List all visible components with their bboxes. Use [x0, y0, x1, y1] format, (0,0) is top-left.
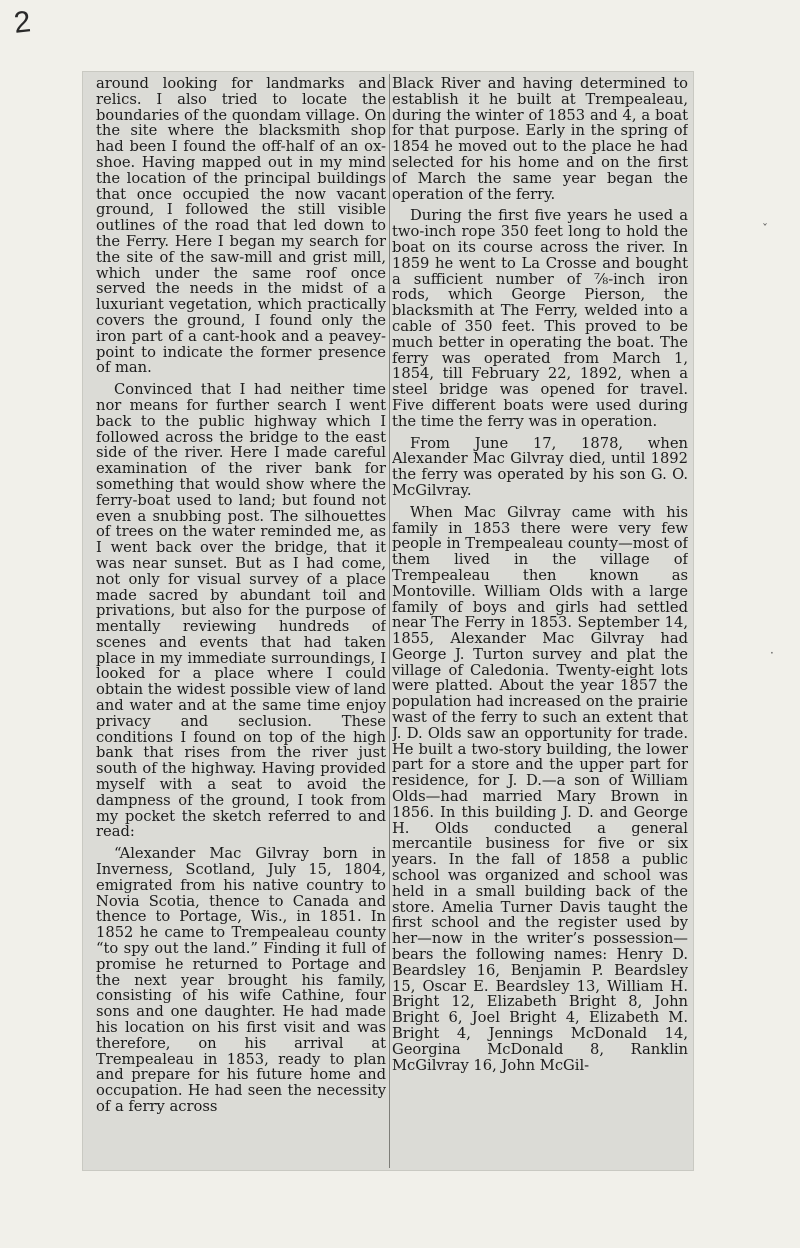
scan-speck-mark: ˇ [762, 222, 768, 236]
article-column-right [392, 76, 688, 1166]
paragraph: When Mac Gilvray came with his family in 1853 there were very few people in Trempealeau county—most of them lived in the village of Trempealeau then known as Montoville. William Olds with a large family of boys and girls had settled near The Ferry in 1853. September 14, 1855, Alexander Mac Gilvray had George J. Turton survey and plat the village of Caledonia. Twenty-eight lots were platted. About the year 1857 the population had increased on the prairie wast of the ferry to such an extent that J. D. Olds saw an opportunity for trade. He built a two-story building, the lower part for a store and the upper part for residence, for J. D.—a son of William Olds—had married Mary Brown in 1856. In this building J. D. and George H. Olds conducted a general mercantile business for five or six years. In the fall of 1858 a public school was organized and school was held in a small building back of the store. Amelia Turner Davis taught the first school and the register used by her—now in the writer’s possession—bears the following names: Henry D. Beardsley 16, Benjamin P. Beardsley 15, Oscar E. Beardsley 13, William H. Bright 12, Elizabeth Bright 8, John Bright 6, Joel Bright 4, Elizabeth M. Bright 4, Jennings McDonald 14, Georgina McDonald 8, Ranklin McGilvray 16, John McGil- [392, 503, 688, 1074]
paragraph: Black River and having determined to establish it he built at Trempealeau, during the winter of 1853 and 4, a boat for that purpose. Early in the spring of 1854 he moved out to the place he had selected for his home and on the first of March the same year began the operation of the ferry. [392, 76, 688, 203]
page-number: 2 [12, 5, 33, 40]
paragraph: From June 17, 1878, when Alexander Mac Gilvray died, until 1892 the ferry was operated by his son G. O. McGilvray. [392, 434, 688, 499]
article-column-left [96, 76, 386, 1166]
paragraph: During the first five years he used a two-inch rope 350 feet long to hold the boat on its course across the river. In 1859 he went to La Crosse and bought a sufficient number of ⅞-inch iron rods, which George Pierson, the blacksmith at The Ferry, welded into a cable of 350 feet. This proved to be much better in operating the boat. The ferry was operated from March 1, 1854, till February 22, 1892, when a steel bridge was opened for travel. Five different boats were used during the time the ferry was in operation. [392, 207, 688, 430]
column-divider [389, 74, 390, 1168]
scan-speck-mark: · [770, 646, 774, 660]
paragraph: around looking for landmarks and relics. I also tried to locate the boundaries of the quondam village. On the site where the blacksmith shop had been I found the off-half of an ox-shoe. Having mapped out in my mind the location of the principal buildings that once occupied the now vacant ground, I followed the still visible outlines of the road that led down to the Ferry. Here I began my search for the site of the saw-mill and grist mill, which under the same roof once served the needs in the midst of a luxuriant vegetation, which practically covers the ground, I found only the iron part of a cant-hook and a peavey-point to indicate the former presence of man. [96, 76, 386, 377]
paragraph: “Alexander Mac Gilvray born in Inverness, Scotland, July 15, 1804, emigrated from his native country to Novia Scotia, thence to Canada and thence to Portage, Wis., in 1851. In 1852 he came to Trempealeau county “to spy out the land.” Finding it full of promise he returned to Portage and the next year brought his family, consisting of his wife Cathine, four sons and one daughter. He had made his location on his first visit and was therefore, on his arrival at Trempealeau in 1853, ready to plan and prepare for his future home and occupation. He had seen the necessity of a ferry across [96, 845, 386, 1115]
paragraph: Convinced that I had neither time nor means for further search I went back to the public highway which I followed across the bridge to the east side of the river. Here I made careful examination of the river bank for something that would show where the ferry-boat used to land; but found not even a snubbing post. The silhouettes of trees on the water reminded me, as I went back over the bridge, that it was near sunset. But as I had come, not only for visual survey of a place made sacred by abundant toil and privations, but also for the purpose of mentally reviewing hundreds of scenes and events that had taken place in my immediate surroundings, I looked for a place where I could obtain the widest possible view of land and water and at the same time enjoy privacy and seclusion. These conditions I found on top of the high bank that rises from the river just south of the highway. Having provided myself with a seat to avoid the dampness of the ground, I took from my pocket the sketch referred to and read: [96, 381, 386, 841]
